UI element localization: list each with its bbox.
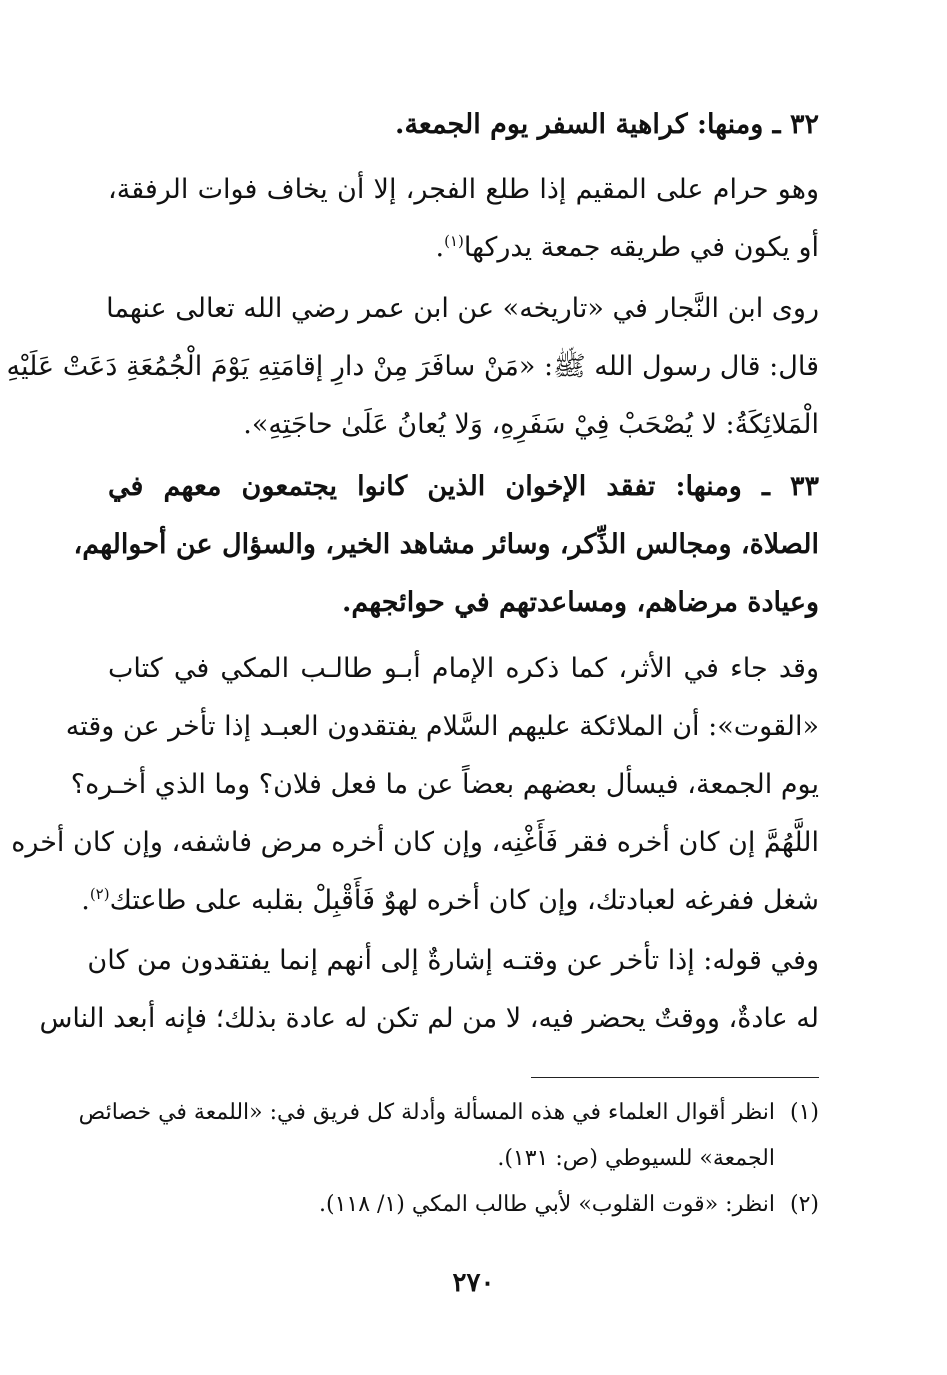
text-line: [108, 219, 819, 277]
footnote-divider: [531, 1077, 819, 1078]
heading-line: وعيادة مرضاهم، ومساعدتهم في حوائجهم.: [341, 587, 819, 618]
section-33-heading: [73, 458, 819, 632]
text-line: «القوت»: أن الملائكة عليهم السَّلام يفتقدون العبـد إذا تأخر عن وقته: [65, 711, 819, 742]
footnote-ref-2[interactable]: (٢): [89, 885, 110, 903]
text-segment: أو يكون في طريقه جمعة يدركها: [463, 232, 819, 263]
footnote-1-line: الجمعة» للسيوطي (ص: ١٣١).: [497, 1146, 775, 1171]
footnote-text: انظر أقوال العلماء في هذه المسألة وأدلة كل فريق في: «اللمعة في خصائص: [78, 1100, 775, 1125]
footnote-number: (١): [789, 1100, 819, 1125]
text-line: اللَّهُمَّ إن كان أخره فقر فَأَغْنِه، وإن كان أخره مرض فاشفه، وإن كان أخره: [11, 827, 819, 858]
text-line: له عادةٌ، ووقتٌ يحضر فيه، لا من لم تكن له عادة بذلك؛ فإنه أبعد الناس: [39, 1003, 819, 1034]
text-line: وهو حرام على المقيم إذا طلع الفجر، إلا أن يخاف فوات الرفقة،: [108, 174, 819, 205]
text-line: وقد جاء في الأثر، كما ذكره الإمام أبـو طالـب المكي في كتاب: [108, 653, 819, 684]
footnote-1-line: [78, 1090, 819, 1136]
heading-line: ٣٢ ـ ومنها: كراهية السفر يوم الجمعة.: [395, 109, 819, 140]
text-line: قال: قال رسول الله ﷺ: «مَنْ سافَرَ مِنْ دارِ إقامَتِهِ يَوْمَ الْجُمُعَةِ دَعَتْ عَلَيْهِ: [6, 351, 819, 382]
text-line: [81, 872, 819, 930]
heading-line: الصلاة، ومجالس الذِّكر، وسائر مشاهد الخير، والسؤال عن أحوالهم،: [73, 529, 819, 560]
text-line: الْمَلائِكَةُ: لا يُصْحَبْ فِيْ سَفَرِهِ، وَلا يُعانُ عَلَىٰ حاجَتِهِ».: [243, 409, 819, 440]
footnote-ref-1[interactable]: (١): [444, 232, 464, 250]
text-segment: .: [435, 232, 445, 263]
text-segment: شغل ففرغه لعبادتك، وإن كان أخره لهوٌ فَأَقْبِلْ بقلبه على طاعتك: [109, 885, 819, 916]
page-number: ٢٧٠: [452, 1268, 495, 1298]
text-line: يوم الجمعة، فيسأل بعضهم بعضاً عن ما فعل فلان؟ وما الذي أخـره؟: [70, 769, 819, 800]
text-line: وفي قوله: إذا تأخر عن وقتـه إشارةٌ إلى أنهم إنما يفتقدون من كان: [87, 945, 819, 976]
section-32-heading: [108, 96, 819, 154]
section-33-paragraph-2: [39, 932, 819, 1048]
heading-line: ٣٣ ـ ومنها: تفقد الإخوان الذين كانوا يجتمعون معهم في: [108, 471, 819, 502]
section-33-paragraph-1: [11, 640, 819, 930]
text-segment: .: [81, 885, 90, 916]
footnotes: [78, 1090, 819, 1228]
section-32-paragraph-1: [108, 161, 819, 277]
footnote-text: انظر: «قوت القلوب» لأبي طالب المكي (١/ ١١٨).: [318, 1192, 775, 1217]
footnote-number: (٢): [789, 1192, 819, 1217]
text-line: روى ابن النَّجار في «تاريخه» عن ابن عمر رضي الله تعالى عنهما: [106, 293, 819, 324]
section-32-paragraph-2: [6, 280, 819, 454]
footnote-2-line: [108, 1182, 819, 1228]
